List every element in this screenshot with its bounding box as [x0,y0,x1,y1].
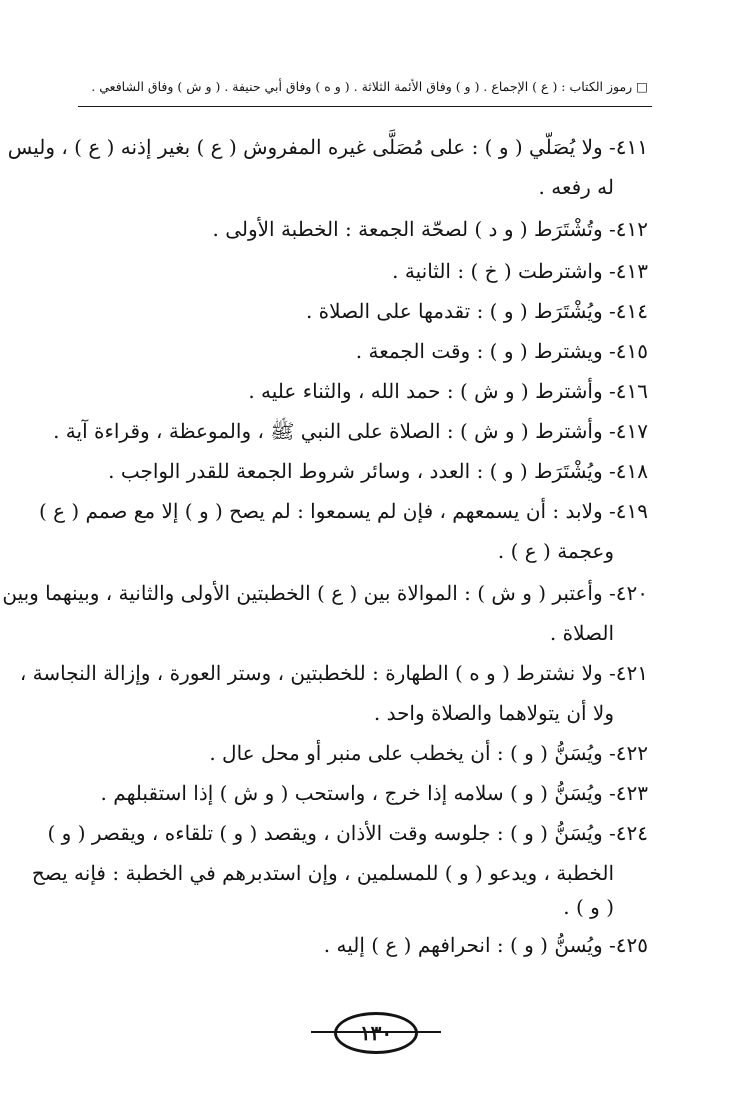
rule-number: ٤٢٥- [609,933,648,957]
rule-text: وأشترط ( و ش ) : حمد الله ، والثناء عليه . [248,379,603,403]
rule-text: ويُسَنُّ ( و ) : جلوسه وقت الأذان ، ويقصد ( و ) تلقاءه ، ويقصر ( و ) [47,821,603,845]
rule-item [82,294,648,328]
rule-item [19,656,648,690]
rule-text: ويُشْتَرَط ( و ) : العدد ، وسائر شروط الجمعة للقدر الواجب . [108,459,603,483]
rule-number: ٤١٩- [609,499,648,523]
rule-item [82,212,648,246]
rule-continuation: وعجمة ( ع ) . [497,539,614,563]
rule-item [82,454,648,488]
page-number: ١٣٠ [334,1012,418,1054]
rule-continuation: ( و ) . [563,895,614,919]
rule-number: ٤٢٤- [609,821,648,845]
abbreviations-header: □ رموز الكتاب : ( ع ) الإجماع . ( و ) وفاق الأئمة الثلاثة . ( و ه ) وفاق أبي حنيفة . ( و ش ) وفاق الشافعي . [91,79,648,94]
rule-item [53,414,648,448]
rule-number: ٤١٢- [609,217,648,241]
rule-number: ٤١٦- [609,379,648,403]
rule-item [82,254,648,288]
rule-item [47,816,648,850]
rule-text: ويُسنُّ ( و ) : انحرافهم ( ع ) إليه . [323,933,603,957]
rule-item [82,736,648,770]
rule-text: ويُسَنُّ ( و ) سلامه إذا خرج ، واستحب ( و ش ) إذا استقبلهم . [100,781,603,805]
header-divider [78,106,652,107]
rule-number: ٤١٨- [609,459,648,483]
rule-number: ٤١١- [609,135,648,159]
rule-item [82,928,648,962]
rule-number: ٤٢١- [609,661,648,685]
rule-text: ولابد : أن يسمعهم ، فإن لم يسمعوا : لم يصح ( و ) إلا مع صمم ( ع ) [38,499,603,523]
rule-text: ويُشْتَرَط ( و ) : تقدمها على الصلاة . [305,299,603,323]
rule-text: ولا نشترط ( و ه ) الطهارة : للخطبتين ، وستر العورة ، وإزالة النجاسة ، [19,661,603,685]
rule-text: وأعتبر ( و ش ) : الموالاة بين ( ع ) الخطبتين الأولى والثانية ، وبينهما وبين [2,581,603,605]
rule-continuation: ولا أن يتولاهما والصلاة واحد . [373,701,614,725]
rule-text: وأشترط ( و ش ) : الصلاة على النبي ﷺ ، والموعظة ، وقراءة آية . [53,419,603,443]
rule-continuation: الصلاة . [549,621,614,645]
rule-number: ٤٢٢- [609,741,648,765]
rule-text: واشترطت ( خ ) : الثانية . [392,259,603,283]
rule-item [38,494,648,528]
rule-text: ويُسَنُّ ( و ) : أن يخطب على منبر أو محل عال . [209,741,603,765]
rule-continuation: له رفعه . [538,175,614,199]
rule-text: وتُشْتَرَط ( و د ) لصحّة الجمعة : الخطبة الأولى . [212,217,603,241]
rule-item [82,776,648,810]
rule-number: ٤٢٠- [609,581,648,605]
rule-text: ولا يُصَلّي ( و ) : على مُصَلَّى غيره المفروش ( ع ) بغير إذنه ( ع ) ، وليس [7,135,603,159]
rule-number: ٤١٤- [609,299,648,323]
rule-text: ويشترط ( و ) : وقت الجمعة . [355,339,603,363]
rule-number: ٤١٥- [609,339,648,363]
rule-item [2,576,648,610]
rule-item [7,130,648,164]
rule-continuation: الخطبة ، ويدعو ( و ) للمسلمين ، وإن استدبرهم في الخطبة : فإنه يصح [31,861,614,885]
rule-number: ٤١٧- [609,419,648,443]
rule-number: ٤١٣- [609,259,648,283]
rule-item [82,334,648,368]
rule-number: ٤٢٣- [609,781,648,805]
rule-item [82,374,648,408]
